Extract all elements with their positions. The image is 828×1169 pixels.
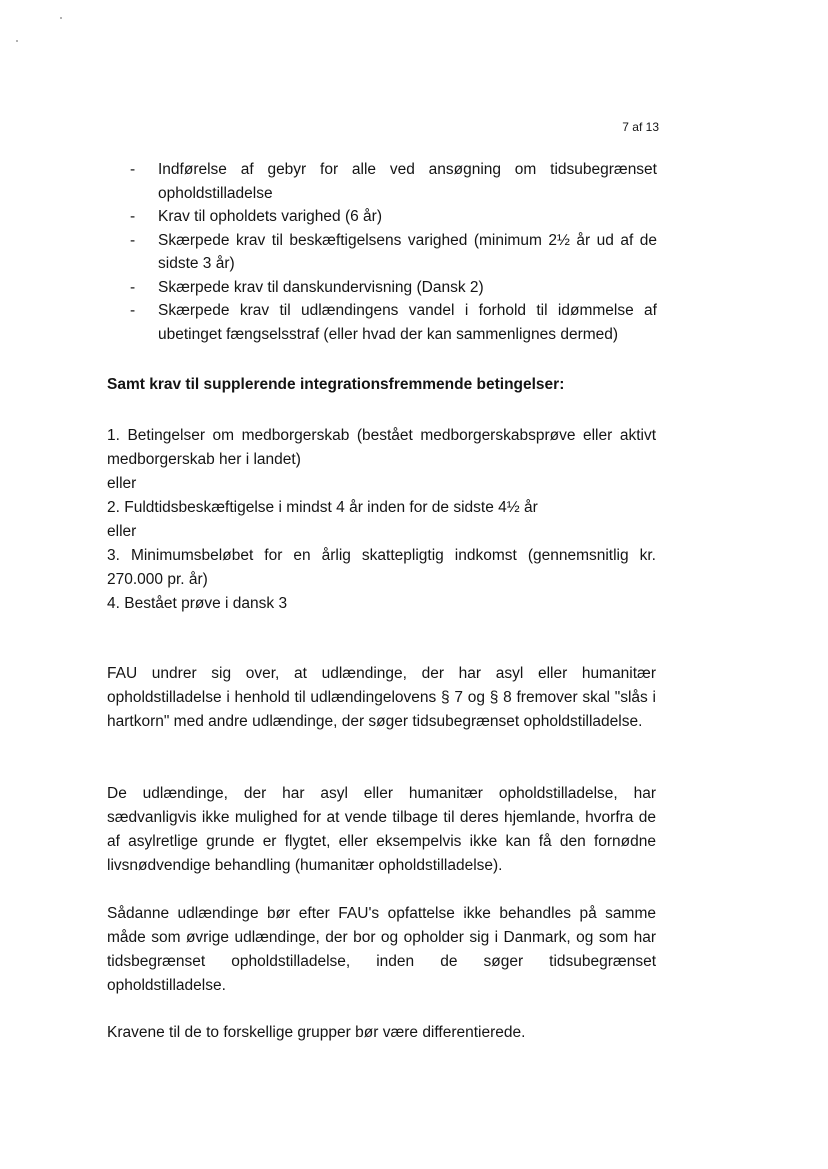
condition-separator: eller [107,475,137,492]
page-number: 7 af 13 [622,120,659,134]
scan-speck [16,40,18,42]
list-item [108,158,657,205]
condition-item: 2. Fuldtidsbeskæftigelse i mindst 4 år inden for de sidste 4½ år [107,499,538,516]
condition-separator: eller [107,523,137,540]
requirements-list [108,158,657,346]
list-item-text: Indførelse af gebyr for alle ved ansøgning om tidsubegrænset opholdstilladelse [158,161,657,202]
list-item [108,205,657,229]
paragraph: Sådanne udlændinge bør efter FAU's opfattelse ikke behandles på samme måde som øvrige udlændinge, der bor og opholder sig i Danmark, og som har tidsbegrænset opholdstilladelse, inden de søger tidsubegrænset opholdstilladelse. [107,905,656,994]
list-item-text: Skærpede krav til udlændingens vandel i forhold til idømmelse af ubetinget fængselsstraf (eller hvad der kan sammenlignes dermed) [158,302,657,343]
condition-item: 3. Minimumsbeløbet for en årlig skattepligtig indkomst (gennemsnitlig kr. 270.000 pr. år) [107,547,656,588]
conditions-list [107,424,656,616]
list-item-text: Krav til opholdets varighed (6 år) [158,208,383,225]
bullet-dash: - [130,208,136,225]
list-item [108,299,657,346]
bullet-dash: - [130,161,136,178]
bullet-dash: - [130,278,136,296]
list-item-text: Skærpede krav til danskundervisning (Dansk 2) [158,278,484,296]
condition-item: 1. Betingelser om medborgerskab (bestået medborgerskabsprøve eller aktivt medborgerskab her i landet) [107,427,656,468]
list-item [108,276,657,300]
paragraph: De udlændinge, der har asyl eller humanitær opholdstilladelse, har sædvanligvis ikke mulighed for at vende tilbage til deres hjemlande, hvorfra de af asylretlige grunde er flygtet, eller eksempelvis ikke kan få den fornødne livsnødvendige behandling (humanitær opholdstilladelse). [107,785,656,874]
condition-item: 4. Bestået prøve i dansk 3 [107,595,288,612]
list-item [108,229,657,276]
scan-speck [60,17,62,19]
paragraph: Kravene til de to forskellige grupper bør være differentierede. [107,1024,526,1041]
section-heading: Samt krav til supplerende integrationsfremmende betingelser: [107,376,565,393]
bullet-dash: - [130,302,136,319]
bullet-dash: - [130,231,136,249]
list-item-text: Skærpede krav til beskæftigelsens varighed (minimum 2½ år ud af de sidste 3 år) [158,231,657,272]
paragraph: FAU undrer sig over, at udlændinge, der har asyl eller humanitær opholdstilladelse i henhold til udlændingelovens § 7 og § 8 fremover skal "slås i hartkorn" med andre udlændinge, der søger tidsubegrænset opholdstilladelse. [107,665,656,730]
